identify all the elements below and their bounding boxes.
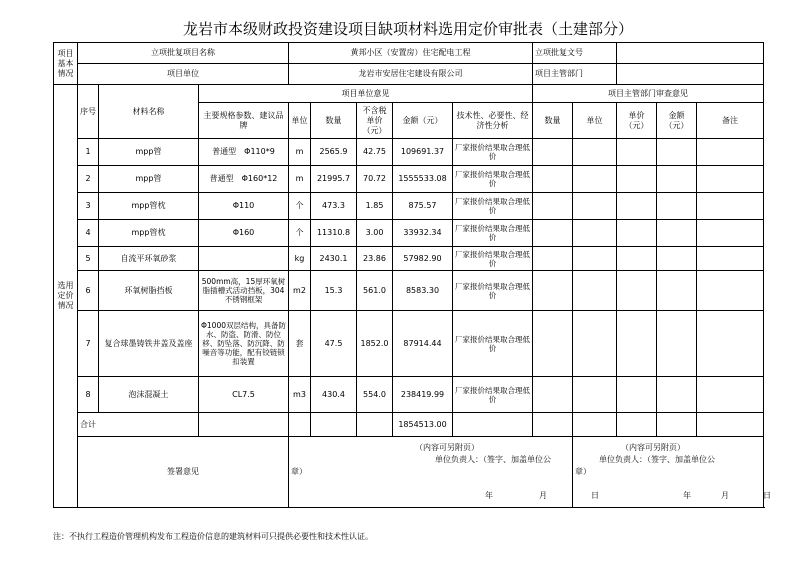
row-unit: 套: [289, 311, 311, 377]
row-s-remark[interactable]: [697, 220, 764, 247]
table-row: [54, 166, 764, 193]
footnote: 注：不执行工程造价管理机构发布工程造价信息的建筑材料可只提供必要性和技术性认证。: [53, 532, 373, 541]
col-unit-header: 单位: [289, 103, 311, 139]
row-amount: 1555533.08: [393, 166, 453, 193]
row-s-unit[interactable]: [573, 166, 617, 193]
row-spec: [199, 247, 289, 271]
row-price: 42.75: [357, 139, 393, 166]
col-material-header: 材料名称: [99, 85, 199, 139]
basic-section-label: 项目基本情况: [54, 43, 78, 85]
project-unit-sign-area[interactable]: [289, 437, 599, 508]
row-s-price[interactable]: [617, 139, 657, 166]
table-row: [54, 247, 764, 271]
row-qty: 2565.9: [311, 139, 357, 166]
col-s-price-header: 单价（元）: [617, 103, 657, 139]
row-seq: 6: [78, 271, 99, 311]
row-s-qty[interactable]: [533, 271, 573, 311]
project-name-label: 立项批复项目名称: [78, 43, 289, 64]
row-spec: Φ160: [199, 220, 289, 247]
supervisor-responsible: 单位负责人：（签字、加盖单位公: [599, 455, 715, 464]
total-spec: [199, 413, 289, 437]
project-unit-value: 龙岩市安居住宅建设有限公司: [289, 64, 533, 85]
row-material: mpp管: [99, 139, 199, 166]
supervisor-label: 项目主管部门: [533, 64, 617, 85]
project-unit-attach-note: （内容可另附页）: [415, 443, 479, 452]
row-seq: 4: [78, 220, 99, 247]
opinion-header-row: [54, 85, 764, 103]
row-s-price[interactable]: [617, 247, 657, 271]
row-amount: 8583.30: [393, 271, 453, 311]
row-s-qty[interactable]: [533, 377, 573, 413]
row-s-unit[interactable]: [573, 377, 617, 413]
row-qty: 47.5: [311, 311, 357, 377]
col-analysis-header: 技术性、必要性、经济性分析: [453, 103, 533, 139]
table-row: [54, 139, 764, 166]
sign-label: 签署意见: [78, 437, 289, 508]
row-s-unit[interactable]: [573, 247, 617, 271]
total-price: [357, 413, 393, 437]
col-s-unit-header: 单位: [573, 103, 617, 139]
row-s-unit[interactable]: [573, 271, 617, 311]
col-seq-header: 序号: [78, 85, 99, 139]
row-amount: 875.57: [393, 193, 453, 220]
row-unit: m2: [289, 271, 311, 311]
row-spec: 普通型 Φ160*12: [199, 166, 289, 193]
supervisor-opinion-header: 项目主管部门审查意见: [533, 85, 764, 103]
row-amount: 33932.34: [393, 220, 453, 247]
row-analysis: 厂家报价结果取合理低价: [453, 193, 533, 220]
row-s-qty[interactable]: [533, 166, 573, 193]
row-s-unit[interactable]: [573, 193, 617, 220]
row-price: 23.86: [357, 247, 393, 271]
row-s-unit[interactable]: [573, 311, 617, 377]
row-price: 1852.0: [357, 311, 393, 377]
row-unit: 个: [289, 193, 311, 220]
col-qty-header: 数量: [311, 103, 357, 139]
form-title: 龙岩市本级财政投资建设项目缺项材料选用定价审批表（土建部分）: [182, 20, 633, 38]
row-spec: 500mm高，15厚环氧树脂插槽式活动挡板，304不锈钢框架: [199, 271, 289, 311]
approval-doc-label: 立项批复文号: [533, 43, 617, 64]
row-analysis: 厂家报价结果取合理低价: [453, 166, 533, 193]
approval-form-table: [53, 42, 771, 508]
row-s-unit[interactable]: [573, 220, 617, 247]
total-row: [54, 413, 764, 437]
row-s-amount[interactable]: [657, 166, 697, 193]
row-analysis: 厂家报价结果取合理低价: [453, 311, 533, 377]
row-analysis: 厂家报价结果取合理低价: [453, 377, 533, 413]
table-row: [54, 220, 764, 247]
supervisor-month: 月: [721, 491, 729, 500]
row-qty: 11310.8: [311, 220, 357, 247]
row-s-qty[interactable]: [533, 193, 573, 220]
approval-doc-value[interactable]: [617, 43, 764, 64]
total-unit: [289, 413, 311, 437]
row-seq: 2: [78, 166, 99, 193]
row-analysis: 厂家报价结果取合理低价: [453, 247, 533, 271]
project-unit-day: 日: [591, 491, 599, 500]
project-unit-opinion-header: 项目单位意见: [199, 85, 533, 103]
row-amount: 57982.90: [393, 247, 453, 271]
row-qty: 15.3: [311, 271, 357, 311]
row-s-remark[interactable]: [697, 166, 764, 193]
row-material: mpp管枕: [99, 220, 199, 247]
row-unit: m3: [289, 377, 311, 413]
row-material: mpp管: [99, 166, 199, 193]
col-price-header: 不含税单价（元）: [357, 103, 393, 139]
row-price: 561.0: [357, 271, 393, 311]
row-amount: 238419.99: [393, 377, 453, 413]
row-material: 泡沫混凝土: [99, 377, 199, 413]
total-s-amount[interactable]: [657, 413, 697, 437]
total-analysis: [453, 413, 533, 437]
table-row: [54, 377, 764, 413]
total-s-remark[interactable]: [697, 413, 764, 437]
total-s-price[interactable]: [617, 413, 657, 437]
col-amount-header: 金额（元）: [393, 103, 453, 139]
row-unit: m: [289, 139, 311, 166]
total-label: 合计: [78, 413, 199, 437]
row-s-price[interactable]: [617, 377, 657, 413]
row-analysis: 厂家报价结果取合理低价: [453, 271, 533, 311]
row-s-amount[interactable]: [657, 220, 697, 247]
row-seq: 8: [78, 377, 99, 413]
row-material: mpp管枕: [99, 193, 199, 220]
row-seq: 1: [78, 139, 99, 166]
table-row: [54, 271, 764, 311]
row-s-amount[interactable]: [657, 193, 697, 220]
project-unit-month: 月: [539, 491, 547, 500]
row-price: 1.85: [357, 193, 393, 220]
row-amount: 109691.37: [393, 139, 453, 166]
col-s-remark-header: 备注: [697, 103, 764, 139]
row-amount: 87914.44: [393, 311, 453, 377]
project-unit-responsible: 单位负责人：（签字、加盖单位公: [435, 455, 551, 464]
row-price: 70.72: [357, 166, 393, 193]
total-s-qty[interactable]: [533, 413, 573, 437]
row-s-qty[interactable]: [533, 139, 573, 166]
row-s-amount[interactable]: [657, 139, 697, 166]
row-unit: 个: [289, 220, 311, 247]
total-qty: [311, 413, 357, 437]
row-analysis: 厂家报价结果取合理低价: [453, 220, 533, 247]
supervisor-attach-note: （内容可另附页）: [621, 443, 685, 452]
row-s-qty[interactable]: [533, 247, 573, 271]
project-unit-stamp-cont: 章）: [291, 467, 307, 476]
supervisor-value[interactable]: [617, 64, 764, 85]
project-unit-year: 年: [485, 491, 493, 500]
total-amount: 1854513.00: [393, 413, 453, 437]
row-s-remark[interactable]: [697, 247, 764, 271]
row-price: 554.0: [357, 377, 393, 413]
row-s-qty[interactable]: [533, 220, 573, 247]
row-s-price[interactable]: [617, 220, 657, 247]
row-s-amount[interactable]: [657, 271, 697, 311]
row-seq: 5: [78, 247, 99, 271]
row-qty: 21995.7: [311, 166, 357, 193]
basic-row-1: [54, 43, 764, 64]
row-s-remark[interactable]: [697, 271, 764, 311]
signature-row: [54, 437, 764, 508]
row-s-amount[interactable]: [657, 311, 697, 377]
row-analysis: 厂家报价结果取合理低价: [453, 139, 533, 166]
row-qty: 430.4: [311, 377, 357, 413]
row-spec: 普通型 Φ110*9: [199, 139, 289, 166]
row-spec: CL7.5: [199, 377, 289, 413]
row-s-price[interactable]: [617, 193, 657, 220]
selection-section-label: 选用定价情况: [54, 85, 78, 508]
project-unit-label: 项目单位: [78, 64, 289, 85]
row-s-amount[interactable]: [657, 247, 697, 271]
row-price: 3.00: [357, 220, 393, 247]
row-s-price[interactable]: [617, 166, 657, 193]
row-material: 环氧树脂挡板: [99, 271, 199, 311]
row-qty: 473.3: [311, 193, 357, 220]
col-spec-header: 主要规格参数、建议品牌: [199, 103, 289, 139]
table-row: [54, 311, 764, 377]
row-s-amount[interactable]: [657, 377, 697, 413]
row-material: 自流平环氧砂浆: [99, 247, 199, 271]
col-s-amount-header: 金额（元）: [657, 103, 697, 139]
row-unit: kg: [289, 247, 311, 271]
supervisor-year: 年: [683, 491, 691, 500]
row-seq: 7: [78, 311, 99, 377]
row-s-remark[interactable]: [697, 139, 764, 166]
row-s-remark[interactable]: [697, 377, 764, 413]
row-s-remark[interactable]: [697, 193, 764, 220]
row-s-price[interactable]: [617, 271, 657, 311]
supervisor-day: 日: [763, 491, 771, 500]
row-s-unit[interactable]: [573, 139, 617, 166]
basic-row-2: [54, 64, 764, 85]
row-material: 复合球墨铸铁井盖及盖座: [99, 311, 199, 377]
col-s-qty-header: 数量: [533, 103, 573, 139]
row-unit: m: [289, 166, 311, 193]
row-spec: Φ110: [199, 193, 289, 220]
row-s-remark[interactable]: [697, 311, 764, 377]
row-qty: 2430.1: [311, 247, 357, 271]
row-seq: 3: [78, 193, 99, 220]
project-name-value: 黄邦小区（安置房）住宅配电工程: [289, 43, 533, 64]
row-s-qty[interactable]: [533, 311, 573, 377]
supervisor-stamp-cont: 章）: [575, 467, 591, 476]
table-row: [54, 193, 764, 220]
row-spec: Φ1000双层结构，具备防水、防盗、防滑、防位移、防坠落、防沉降、防噪音等功能，配有铰链锁扣装置: [199, 311, 289, 377]
supervisor-sign-area[interactable]: [573, 437, 771, 508]
row-s-price[interactable]: [617, 311, 657, 377]
total-s-unit[interactable]: [573, 413, 617, 437]
